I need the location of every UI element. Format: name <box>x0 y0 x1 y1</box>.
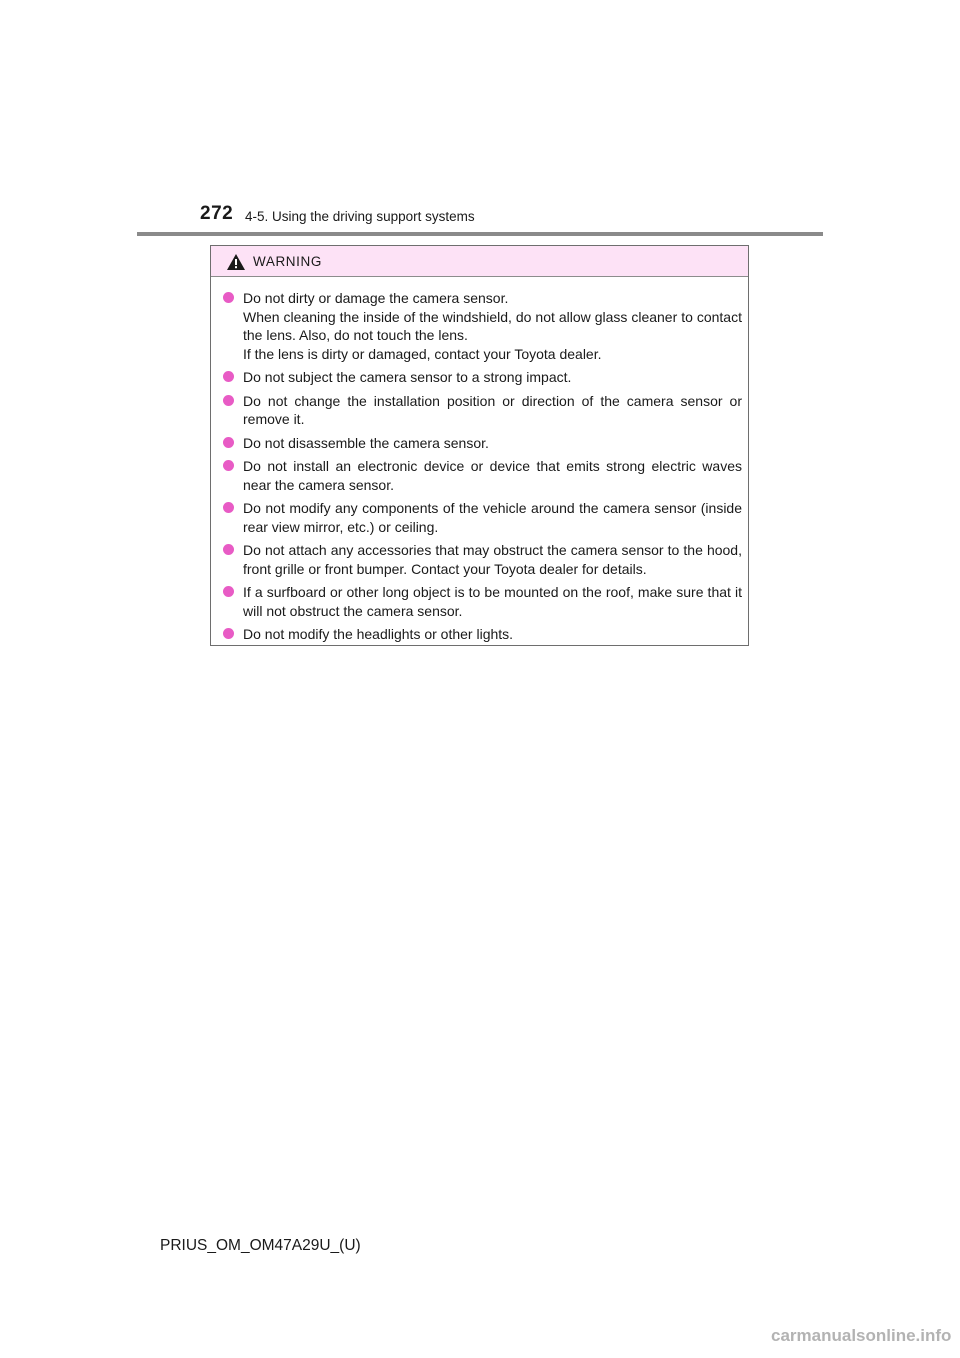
bullet-dot-icon <box>223 371 234 382</box>
bullet-dot-icon <box>223 544 234 555</box>
page-number: 272 <box>200 203 234 224</box>
bullet-dot-icon <box>223 437 234 448</box>
bullet-dot-icon <box>223 292 234 303</box>
warning-triangle-icon <box>226 253 246 271</box>
warning-item <box>223 583 742 620</box>
bullet-dot-icon <box>223 628 234 639</box>
warning-item-text: When cleaning the inside of the windshield, do not allow glass cleaner to contact the lens. Also, do not touch the lens. <box>243 308 742 343</box>
warning-item <box>223 499 742 536</box>
warning-item <box>223 541 742 578</box>
warning-item-text: Do not modify the headlights or other lights. <box>243 626 514 642</box>
warning-item <box>223 368 742 387</box>
bullet-dot-icon <box>223 460 234 471</box>
bullet-dot-icon <box>223 502 234 513</box>
warning-item-text: Do not attach any accessories that may obstruct the camera sensor to the hood, front grille or front bumper. Contact your Toyota dealer for details. <box>243 542 742 577</box>
watermark: carmanualsonline.info <box>771 1326 952 1345</box>
bullet-dot-icon <box>223 395 234 406</box>
bullet-dot-icon <box>223 586 234 597</box>
warning-item-text: Do not install an electronic device or device that emits strong electric waves near the camera sensor. <box>243 458 742 493</box>
warning-header <box>211 246 748 277</box>
warning-item-text: Do not subject the camera sensor to a strong impact. <box>243 369 572 385</box>
section-title: 4-5. Using the driving support systems <box>245 209 475 224</box>
warning-item <box>223 289 742 363</box>
warning-item <box>223 457 742 494</box>
warning-box <box>210 245 749 646</box>
warning-item-text: If a surfboard or other long object is to be mounted on the roof, make sure that it will not obstruct the camera sensor. <box>243 584 742 619</box>
page-header <box>0 0 960 240</box>
warning-item-text: Do not disassemble the camera sensor. <box>243 434 489 451</box>
document-code: PRIUS_OM_OM47A29U_(U) <box>160 1237 361 1254</box>
warning-item <box>223 625 742 644</box>
warning-label: WARNING <box>253 254 322 269</box>
warning-item-text: Do not modify any components of the vehicle around the camera sensor (inside rear view mirror, etc.) or ceiling. <box>243 500 742 535</box>
warning-item-text: If the lens is dirty or damaged, contact your Toyota dealer. <box>243 345 602 362</box>
header-divider <box>137 232 823 236</box>
warning-item-text: Do not dirty or damage the camera sensor. <box>243 290 509 306</box>
warning-item-text: Do not change the installation position or direction of the camera sensor or remove it. <box>243 392 742 427</box>
warning-item <box>223 434 742 453</box>
warning-item <box>223 392 742 429</box>
warning-list <box>211 277 748 644</box>
